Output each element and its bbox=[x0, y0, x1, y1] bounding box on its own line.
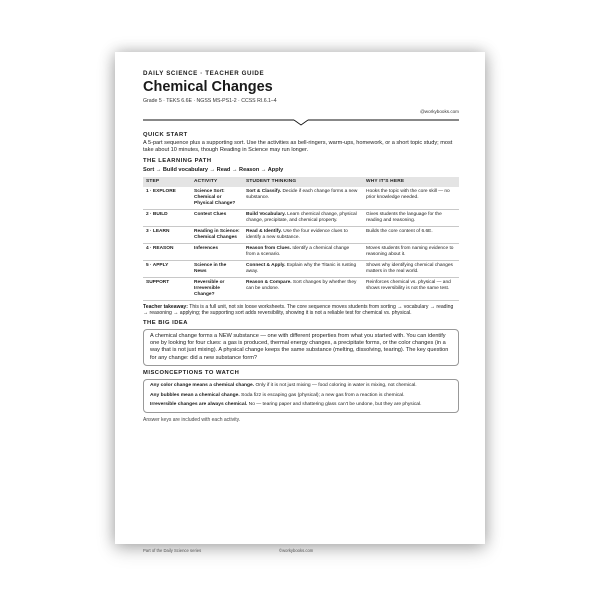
quick-start-heading: QUICK START bbox=[143, 132, 188, 138]
why-cell: Shows why identifying chemical changes matters in the real world. bbox=[363, 260, 459, 277]
misconceptions-box bbox=[143, 379, 459, 413]
thinking-cell bbox=[243, 260, 363, 277]
footer-site: ©workybooks.com bbox=[279, 548, 314, 553]
thinking-cell bbox=[243, 226, 363, 243]
step-cell: 3 · LEARN bbox=[143, 226, 191, 243]
big-idea-box: A chemical change forms a NEW substance — one with different properties from what you started with. You can identify one by looking for four clues: a gas is produced, thermal energy changes, a precipitate forms, or the color changes (in a way that is not just mixing). A physical change keeps the same substance (melting, dissolving, tearing). The key question for any change: did a new substance form? bbox=[143, 329, 459, 367]
footer-series: Part of the Daily Science series bbox=[143, 548, 202, 553]
misconception-lead: Irreversible changes are always chemical. bbox=[150, 402, 248, 408]
misconception-text: Soda fizz is escaping gas (physical); a new gas from a reaction is chemical. bbox=[239, 392, 405, 398]
thinking-text: Decide if each change forms a new substance. bbox=[246, 188, 358, 200]
table-row bbox=[143, 209, 459, 226]
column-header: STEP bbox=[143, 177, 191, 187]
learning-path-table bbox=[143, 177, 459, 301]
thinking-text: Sort changes by whether they can be undone. bbox=[246, 279, 357, 291]
misconception-item bbox=[150, 402, 452, 408]
table-header-row bbox=[143, 177, 459, 187]
activity-cell: Context Clues bbox=[191, 209, 243, 226]
step-cell: 5 · APPLY bbox=[143, 260, 191, 277]
misconception-item bbox=[150, 383, 452, 389]
thinking-cell bbox=[243, 277, 363, 300]
why-cell: Reinforces chemical vs. physical — and shows reversibility is not the same test. bbox=[363, 277, 459, 300]
why-cell: Hooks the topic with the core skill — no prior knowledge needed. bbox=[363, 187, 459, 210]
learning-path-sequence: Sort → Build vocabulary → Read → Reason → Apply bbox=[143, 166, 284, 173]
table-row bbox=[143, 260, 459, 277]
teacher-takeaway bbox=[143, 304, 459, 317]
learning-path-heading: THE LEARNING PATH bbox=[143, 157, 212, 164]
activity-cell: Science in the News bbox=[191, 260, 243, 277]
step-cell: 2 · BUILD bbox=[143, 209, 191, 226]
step-cell: 4 · REASON bbox=[143, 243, 191, 260]
thinking-text: Learn chemical change, physical change, precipitate, and chemical property. bbox=[246, 211, 357, 223]
why-cell: Moves students from naming evidence to reasoning about it. bbox=[363, 243, 459, 260]
series-kicker: DAILY SCIENCE · TEACHER GUIDE bbox=[143, 70, 265, 77]
big-idea-heading: THE BIG IDEA bbox=[143, 319, 188, 326]
step-cell: SUPPORT bbox=[143, 277, 191, 300]
column-header: STUDENT THINKING bbox=[243, 177, 363, 187]
site-label: @workybooks.com bbox=[420, 109, 459, 114]
takeaway-text: This is a full unit, not six loose worksheets. The core sequence moves students from sorting → vocabulary → reading → reasoning → applying; the supporting sort adds reversibility, showing it is not a reliable test for chemical vs. physical. bbox=[143, 303, 454, 317]
misconceptions-heading: MISCONCEPTIONS TO WATCH bbox=[143, 370, 240, 377]
activity-cell: Science Sort: Chemical or Physical Change? bbox=[191, 187, 243, 210]
quick-start-text: A 5-part sequence plus a supporting sort. Use the activities as bell-ringers, warm-ups, homework, or a short topic study; most take about 10 minutes, though Reading in Science may run longer. bbox=[143, 140, 453, 154]
table-row bbox=[143, 243, 459, 260]
thinking-text: Identify a chemical change from a scenario. bbox=[246, 245, 350, 257]
activity-cell: Reading in Science: Chemical Changes bbox=[191, 226, 243, 243]
column-header: ACTIVITY bbox=[191, 177, 243, 187]
teacher-guide-page bbox=[115, 52, 485, 553]
step-cell: 1 · EXPLORE bbox=[143, 187, 191, 210]
misconception-text: Only if it is not just mixing — food coloring in water is mixing, not chemical. bbox=[254, 383, 417, 389]
misconception-lead: Any bubbles mean a chemical change. bbox=[150, 392, 240, 398]
thinking-lead: Sort & Classify. bbox=[246, 188, 282, 194]
why-cell: Builds the core content of 6.6E. bbox=[363, 226, 459, 243]
thinking-lead: Connect & Apply. bbox=[246, 262, 286, 268]
answer-key-note: Answer keys are included with each activity. bbox=[143, 417, 241, 424]
thinking-lead: Read & Identify. bbox=[246, 228, 282, 234]
thinking-cell bbox=[243, 209, 363, 226]
activity-cell: Reversible or Irreversible Change? bbox=[191, 277, 243, 300]
page-content bbox=[143, 70, 459, 553]
page-title: Chemical Changes bbox=[143, 79, 273, 95]
table-row bbox=[143, 277, 459, 300]
misconception-item bbox=[150, 393, 452, 399]
thinking-text: Use the four evidence clues to identify a new substance. bbox=[246, 228, 348, 240]
why-cell: Gives students the language for the reading and reasoning. bbox=[363, 209, 459, 226]
thinking-lead: Build Vocabulary. bbox=[246, 211, 286, 217]
thinking-cell bbox=[243, 187, 363, 210]
misconception-text: No — tearing paper and shattering glass can't be undone, but they are physical. bbox=[247, 402, 422, 408]
misconception-lead: Any color change means a chemical change. bbox=[150, 383, 255, 389]
table-row bbox=[143, 226, 459, 243]
thinking-lead: Reason from Clues. bbox=[246, 245, 292, 251]
takeaway-label: Teacher takeaway: bbox=[143, 303, 188, 310]
header-divider bbox=[143, 117, 459, 127]
thinking-lead: Reason & Compare. bbox=[246, 279, 292, 285]
activity-cell: Inferences bbox=[191, 243, 243, 260]
column-header: WHY IT'S HERE bbox=[363, 177, 459, 187]
table-row bbox=[143, 187, 459, 210]
thinking-text: Explain why the Titanic is rusting away. bbox=[246, 262, 357, 274]
thinking-cell bbox=[243, 243, 363, 260]
standards-line: Grade 5 · TEKS 6.6E · NGSS MS-PS1-2 · CCSS RI.6.1–4 bbox=[143, 98, 277, 104]
